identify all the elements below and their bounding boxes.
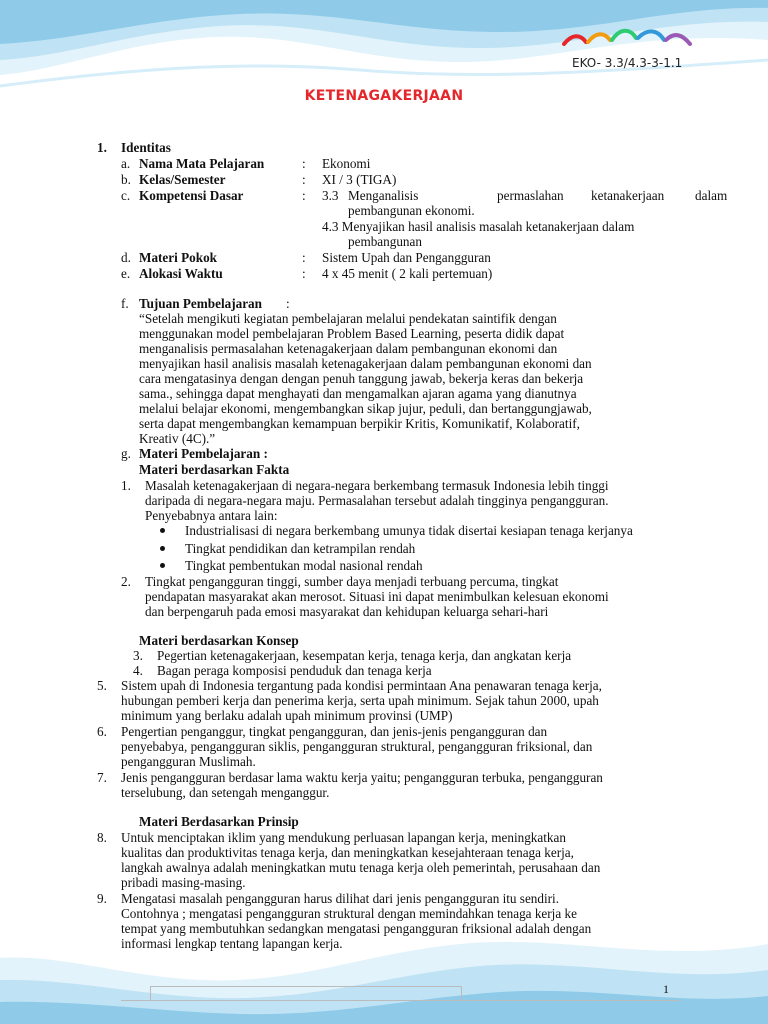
row-letter: b. — [121, 172, 131, 187]
page-number: 1 — [663, 982, 669, 996]
list-number: 7. — [97, 770, 107, 785]
kd-number: 3.3 — [322, 188, 339, 203]
list-line: Pengertian penganggur, tingkat pengangguran, dan jenis-jenis pengangguran dan — [121, 724, 548, 739]
list-line: daripada di negara-negara maju. Permasalahan tersebut adalah tingginya pengangguran. — [145, 493, 609, 508]
list-line: Mengatasi masalah pengangguran harus dilihat dari jenis pengangguran itu sendiri. — [121, 891, 559, 906]
konsep-heading: Materi berdasarkan Konsep — [139, 633, 299, 648]
identitas-heading: Identitas — [121, 140, 171, 155]
paragraph-line: serta dapat mengembangkan kemampuan berpikir Kritis, Komunikatif, Kolaboratif, — [139, 416, 580, 431]
tujuan-letter: f. — [121, 296, 129, 311]
list-line: Masalah ketenagakerjaan di negara-negara berkembang termasuk Indonesia lebih tinggi — [145, 478, 609, 493]
row-value: Sistem Upah dan Pengangguran — [322, 250, 491, 265]
footer-divider — [121, 1000, 681, 1001]
list-line: pengangguran Muslimah. — [121, 754, 256, 769]
logo-wave-icon — [560, 22, 695, 52]
list-line: kualitas dan produktivitas tenaga kerja, dan meningkatkan kesejahteraan tenaga kerja, — [121, 845, 574, 860]
list-line: Sistem upah di Indonesia tergantung pada kondisi permintaan Ana penawaran tenaga kerja, — [121, 678, 602, 693]
list-line: Penyebabnya antara lain: — [145, 508, 278, 523]
page-title: KETENAGAKERJAAN — [304, 88, 464, 104]
bullet-item: Industrialisasi di negara berkembang umunya tidak disertai kesiapan tenaga kerjanya — [185, 523, 633, 538]
kd-word: dalam — [695, 188, 728, 203]
footer-frame — [150, 986, 462, 1001]
list-line: terselubung, dan setengah menganggur. — [121, 785, 330, 800]
list-number: 1. — [121, 478, 131, 493]
list-line: tempat yang membutuhkan sedangkan mengatasi pengangguran friksional adalah dengan — [121, 921, 592, 936]
row-colon: : — [302, 172, 306, 187]
row-label: Kompetensi Dasar — [139, 188, 244, 203]
list-number: 3. — [133, 648, 143, 663]
paragraph-line: melalui belajar ekonomi, mengembangkan sikap jujur, peduli, dan bertanggungjawab, — [139, 401, 592, 416]
row-colon: : — [302, 250, 306, 265]
prinsip-heading: Materi Berdasarkan Prinsip — [139, 814, 299, 829]
section-number: 1. — [97, 140, 107, 155]
row-label: Kelas/Semester — [139, 172, 226, 187]
row-label: Materi Pokok — [139, 250, 218, 265]
kd-word: Menganalisis — [348, 188, 419, 203]
list-line: langkah awalnya adalah meningkatkan mutu tenaga kerja oleh pemerintah, perusahaan dan — [121, 860, 601, 875]
row-value: 4 x 45 menit ( 2 kali pertemuan) — [322, 266, 493, 281]
row-colon: : — [302, 266, 306, 281]
materi-heading: Materi Pembelajaran : — [139, 446, 268, 461]
kd-text: pembangunan — [348, 234, 422, 249]
row-value: XI / 3 (TIGA) — [322, 172, 397, 187]
list-number: 2. — [121, 574, 131, 589]
paragraph-line: menyajikan hasil analisis masalah ketenagakerjaan dalam pembangunan ekonomi dan — [139, 356, 592, 371]
fakta-heading: Materi berdasarkan Fakta — [139, 462, 290, 477]
list-line: penyebabya, pengangguran siklis, pengangguran struktural, pengangguran friksional, dan — [121, 739, 593, 754]
list-line: Pegertian ketenagakerjaan, kesempatan kerja, tenaga kerja, dan angkatan kerja — [157, 648, 572, 663]
bullet-icon — [160, 528, 165, 533]
list-number: 8. — [97, 830, 107, 845]
paragraph-line: cara mengatasinya dengan dengan penuh tanggung jawab, bekerja keras dan bekerja — [139, 371, 584, 386]
row-value: Ekonomi — [322, 156, 371, 171]
list-line: Contohnya ; mengatasi pengangguran struktural dengan memindahkan tenaga kerja ke — [121, 906, 577, 921]
list-number: 9. — [97, 891, 107, 906]
list-line: Tingkat pengangguran tinggi, sumber daya menjadi terbuang percuma, tingkat — [145, 574, 559, 589]
bullet-item: Tingkat pembentukan modal nasional rendah — [185, 558, 423, 573]
list-line: Untuk menciptakan iklim yang mendukung perluasan lapangan kerja, meningkatkan — [121, 830, 566, 845]
document-code: EKO- 3.3/4.3-3-1.1 — [572, 56, 683, 70]
row-label: Nama Mata Pelajaran — [139, 156, 265, 171]
list-line: minimum yang berlaku adalah upah minimum provinsi (UMP) — [121, 708, 453, 723]
list-line: Bagan peraga komposisi penduduk dan tenaga kerja — [157, 663, 432, 678]
row-colon: : — [302, 156, 306, 171]
row-colon: : — [302, 188, 306, 203]
row-letter: d. — [121, 250, 131, 265]
bullet-icon — [160, 563, 165, 568]
row-letter: e. — [121, 266, 131, 281]
kd-text: pembangunan ekonomi. — [348, 203, 475, 218]
paragraph-line: sama., sehingga dapat menghayati dan mengamalkan ajaran agama yang dianutnya — [139, 386, 577, 401]
kd-word: permaslahan — [497, 188, 564, 203]
row-label: Alokasi Waktu — [139, 266, 223, 281]
tujuan-colon: : — [286, 296, 290, 311]
list-line: informasi lengkap tentang lapangan kerja. — [121, 936, 343, 951]
materi-letter: g. — [121, 446, 131, 461]
bullet-icon — [160, 546, 165, 551]
bullet-item: Tingkat pendidikan dan ketrampilan rendah — [185, 541, 416, 556]
list-line: Jenis pengangguran berdasar lama waktu kerja yaitu; pengangguran terbuka, pengangguran — [121, 770, 603, 785]
kd-word: ketanakerjaan — [591, 188, 665, 203]
paragraph-line: menganalisis permasalahan ketenagakerjaan dalam pembangunan ekonomi dan — [139, 341, 558, 356]
tujuan-heading: Tujuan Pembelajaran — [139, 296, 262, 311]
paragraph-line: “Setelah mengikuti kegiatan pembelajaran melalui pendekatan saintifik dengan — [139, 311, 557, 326]
list-number: 5. — [97, 678, 107, 693]
list-line: pribadi masing-masing. — [121, 875, 246, 890]
paragraph-line: Kreativ (4C).” — [139, 431, 216, 446]
paragraph-line: menggunakan model pembelajaran Problem Based Learning, peserta didik dapat — [139, 326, 565, 341]
list-line: hubungan pemberi kerja dan penerima kerja, serta upah minimum. Sejak tahun 2000, upah — [121, 693, 599, 708]
row-letter: c. — [121, 188, 131, 203]
list-number: 4. — [133, 663, 143, 678]
row-letter: a. — [121, 156, 131, 171]
list-line: pendapatan masyarakat akan merosot. Situasi ini dapat menimbulkan kelesuan ekonomi — [145, 589, 609, 604]
list-number: 6. — [97, 724, 107, 739]
kd-text: 4.3 Menyajikan hasil analisis masalah ketanakerjaan dalam — [322, 219, 635, 234]
footer-wave-decoration — [0, 914, 768, 1024]
list-line: dan berpengaruh pada emosi masyarakat dan kehidupan keluarga sehari-hari — [145, 604, 549, 619]
